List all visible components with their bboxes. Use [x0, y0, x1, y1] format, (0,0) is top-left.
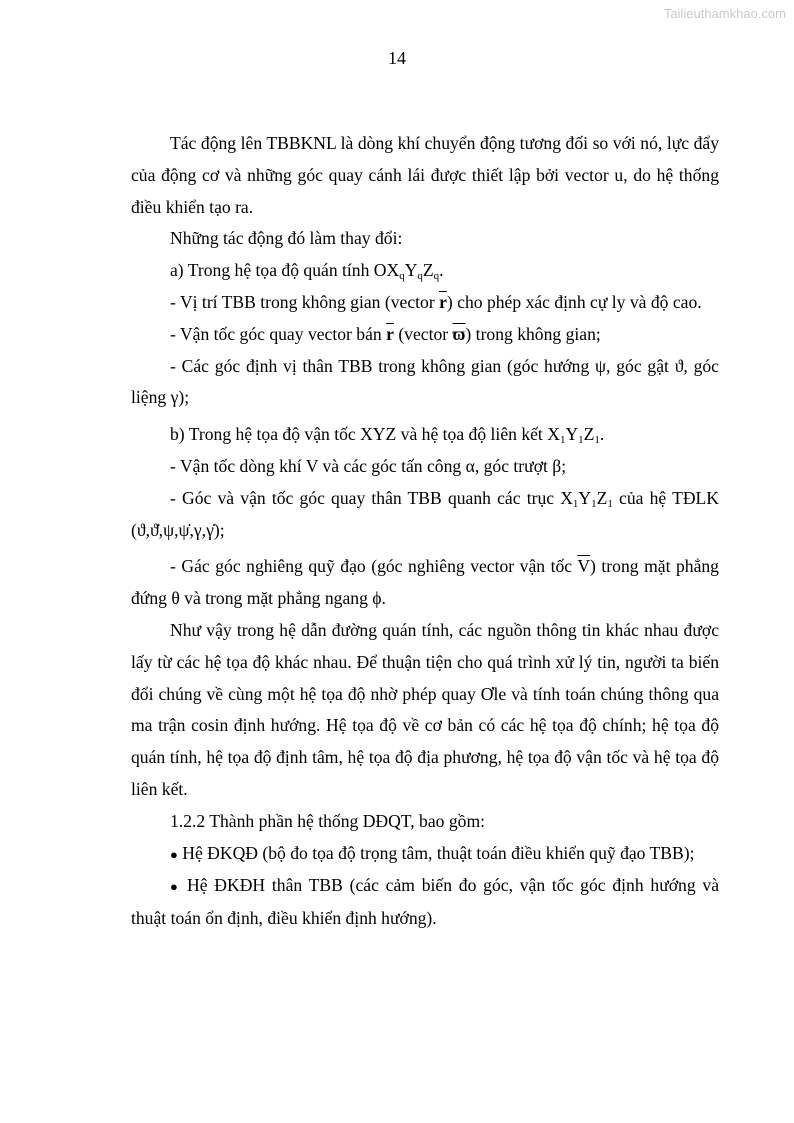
text: - Vận tốc góc quay vector bán [170, 323, 387, 344]
vector-symbol: $\overline{ϖ}$ [452, 323, 466, 344]
text: . [599, 424, 605, 445]
subscript: q [417, 270, 423, 283]
text: Hệ ĐKQĐ (bộ đo tọa độ trọng tâm, thuật toán điều khiển quỹ đạo TBB); [182, 842, 695, 863]
paragraph: Như vậy trong hệ dẫn đường quán tính, các nguồn thông tin khác nhau được lấy từ các hệ tọa độ khác nhau. Để thuận tiện cho quá trình xử lý tin, người ta biến đổi chúng về cùng một hệ tọa độ nhờ phép quay Ơle và tính toán chúng thông qua ma trận cosin định hướng. Hệ tọa độ về cơ bản có các hệ tọa độ chính; hệ tọa độ quán tính, hệ tọa độ định tâm, hệ tọa độ địa phương, hệ tọa độ vận tốc và hệ tọa độ liên kết. [131, 619, 719, 799]
text: Hệ ĐKĐH thân TBB (các cảm biến đo góc, vận tốc góc định hướng và thuật toán ổn định, điều khiển định hướng). [131, 875, 720, 929]
text: Y [565, 424, 579, 445]
paragraph [131, 319, 719, 351]
page-number: 14 [388, 48, 406, 68]
subscript: q [399, 270, 405, 283]
text: b) Trong hệ tọa độ vận tốc XYZ và hệ tọa độ liên kết X [170, 424, 560, 445]
subscript: 1 [607, 497, 613, 510]
vector-symbol: $\overline{r}$ [439, 291, 447, 312]
text: Y [404, 260, 418, 281]
paragraph: - Các góc định vị thân TBB trong không gian (góc hướng ψ, góc gật ϑ, góc liệng γ); [131, 355, 719, 408]
paragraph: - Vận tốc dòng khí V và các góc tấn công α, góc trượt β; [170, 455, 567, 476]
subscript: 1 [594, 434, 600, 447]
bullet-item [131, 870, 719, 935]
section-heading: 1.2.2 Thành phần hệ thống DĐQT, bao gồm: [170, 810, 486, 831]
subscript: 1 [578, 434, 584, 447]
text: Z [422, 260, 434, 281]
text: Y [578, 487, 592, 508]
subscript: 1 [559, 434, 566, 447]
text: ) cho phép xác định cự ly và độ cao. [446, 291, 702, 312]
paragraph [131, 255, 719, 287]
subscript: 1 [572, 497, 579, 510]
text: . [439, 260, 444, 281]
text: (vector [393, 323, 453, 344]
watermark: Tailieuthamkhao.com [663, 6, 786, 21]
bullet-icon: ● [170, 846, 178, 862]
subscript: 1 [591, 497, 597, 510]
bullet-item [131, 838, 719, 871]
vector-symbol: $\overline{V}$ [577, 556, 591, 577]
vector-symbol: $\overline{r}$ [386, 323, 394, 344]
bullet-icon: ● [170, 879, 181, 895]
paragraph [131, 419, 719, 451]
text: Z [583, 424, 595, 445]
text: của hệ TĐLK (ϑ,ϑ̇,ψ,ψ̇,γ,γ̇); [131, 487, 719, 540]
text: ) trong không gian; [465, 323, 601, 344]
text: - Góc và vận tốc góc quay thân TBB quanh các trục X [170, 487, 573, 508]
paragraph [131, 551, 719, 615]
subscript: q [433, 270, 440, 283]
paragraph: Tác động lên TBBKNL là dòng khí chuyển động tương đối so với nó, lực đẩy của động cơ và những góc quay cánh lái được thiết lập bởi vector u, do hệ thống điều khiển tạo ra. [131, 133, 719, 217]
text: a) Trong hệ tọa độ quán tính OX [170, 260, 400, 281]
paragraph [131, 483, 719, 547]
page-body [131, 128, 719, 935]
paragraph [131, 287, 719, 319]
text: - Vị trí TBB trong không gian (vector [170, 291, 440, 312]
text: - Gác góc nghiêng quỹ đạo (góc nghiêng vector vận tốc [170, 556, 578, 577]
text: ) trong mặt phẳng đứng θ và trong mặt phẳng ngang ϕ. [131, 556, 719, 609]
text: Z [596, 487, 608, 508]
paragraph: Những tác động đó làm thay đổi: [170, 228, 403, 249]
